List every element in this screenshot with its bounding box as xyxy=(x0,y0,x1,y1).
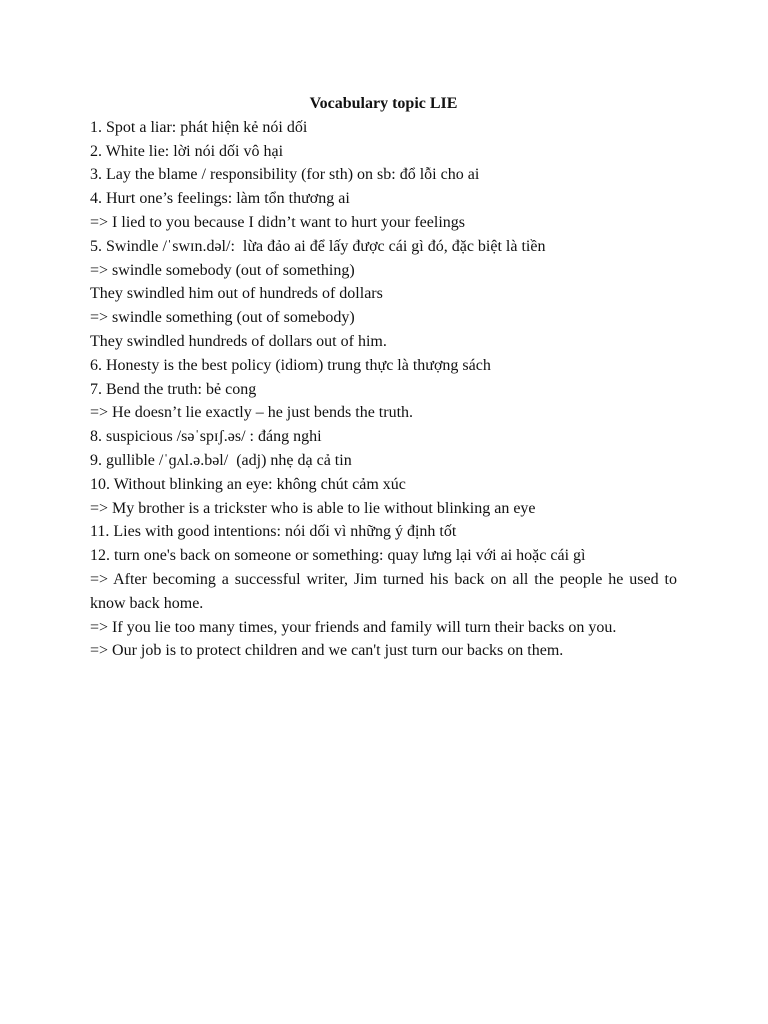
example-paragraph-12: => After becoming a successful writer, Jim turned his back on all the people he used to know back home. xyxy=(90,570,677,612)
example-line-5a: => swindle somebody (out of something) xyxy=(90,261,355,279)
example-line-12c: => Our job is to protect children and we can't just turn our backs on them. xyxy=(90,642,564,660)
vocab-line-3: 3. Lay the blame / responsibility (for sth) on sb: đổ lỗi cho ai xyxy=(90,166,480,184)
example-sentence-5a: They swindled him out of hundreds of dollars xyxy=(90,285,383,303)
document-title: Vocabulary topic LIE xyxy=(309,95,458,112)
vocab-line-2: 2. White lie: lời nói dối vô hại xyxy=(90,142,284,160)
vocab-line-7: 7. Bend the truth: bẻ cong xyxy=(90,380,257,398)
vocab-line-1: 1. Spot a liar: phát hiện kẻ nói dối xyxy=(90,118,308,136)
example-line-4: => I lied to you because I didn’t want to hurt your feelings xyxy=(90,213,465,231)
example-sentence-5b: They swindled hundreds of dollars out of him. xyxy=(90,332,387,350)
example-line-7: => He doesn’t lie exactly – he just bends the truth. xyxy=(90,404,414,422)
vocab-line-10: 10. Without blinking an eye: không chút cảm xúc xyxy=(90,475,406,493)
vocab-line-11: 11. Lies with good intentions: nói dối vì những ý định tốt xyxy=(90,523,457,541)
vocab-line-5: 5. Swindle /ˈswɪn.dəl/: lừa đảo ai để lấy được cái gì đó, đặc biệt là tiền xyxy=(90,237,546,255)
vocab-line-9: 9. gullible /ˈɡʌl.ə.bəl/ (adj) nhẹ dạ cả tin xyxy=(90,451,352,469)
vocab-line-12: 12. turn one's back on someone or something: quay lưng lại với ai hoặc cái gì xyxy=(90,547,586,565)
example-line-12b: => If you lie too many times, your friends and family will turn their backs on you. xyxy=(90,618,617,636)
vocab-line-8: 8. suspicious /səˈspɪʃ.əs/ : đáng nghi xyxy=(90,428,322,446)
example-line-5b: => swindle something (out of somebody) xyxy=(90,309,355,327)
vocab-line-6: 6. Honesty is the best policy (idiom) trung thực là thượng sách xyxy=(90,356,491,374)
document-page xyxy=(90,92,677,663)
example-line-10: => My brother is a trickster who is able to lie without blinking an eye xyxy=(90,499,536,517)
vocab-line-4: 4. Hurt one’s feelings: làm tổn thương ai xyxy=(90,190,350,208)
